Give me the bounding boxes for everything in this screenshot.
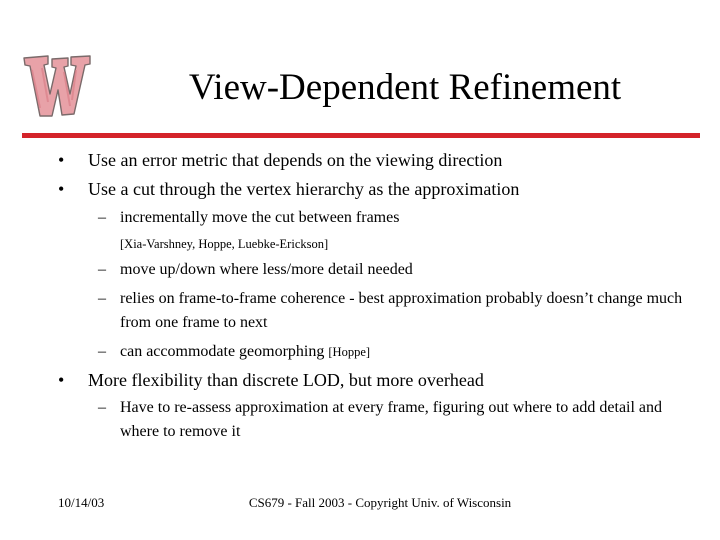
citation: [Hoppe] xyxy=(328,345,371,359)
slide-title: View-Dependent Refinement xyxy=(188,67,622,108)
dash-icon: – xyxy=(98,261,106,278)
bullet-icon: • xyxy=(58,150,65,170)
sub-bullet-text: relies on frame-to-frame coherence - best approximation probably doesn’t change much from one frame to next xyxy=(120,290,683,331)
dash-icon: – xyxy=(98,290,106,307)
wisconsin-w-logo-icon xyxy=(18,50,94,122)
citation: [Xia-Varshney, Hoppe, Luebke-Erickson] xyxy=(120,237,329,251)
sub-bullet-text: can accommodate geomorphing xyxy=(120,343,325,360)
bullet-text: More flexibility than discrete LOD, but more overhead xyxy=(88,370,484,390)
dash-icon: – xyxy=(98,343,106,360)
sub-bullet-text: move up/down where less/more detail needed xyxy=(120,261,413,278)
dash-icon: – xyxy=(98,399,106,416)
bullet-text: Use a cut through the vertex hierarchy as the approximation xyxy=(88,179,520,199)
bullet-text: Use an error metric that depends on the viewing direction xyxy=(88,150,503,170)
title-divider xyxy=(22,133,700,138)
sub-bullet-text-wrap xyxy=(120,340,690,364)
footer-copyright: CS679 - Fall 2003 - Copyright Univ. of Wisconsin xyxy=(248,495,512,510)
sub-bullet-text: Have to re-assess approximation at every frame, figuring out where to add detail and where to remove it xyxy=(120,399,663,440)
sub-bullet-text: incrementally move the cut between frames xyxy=(120,209,400,226)
footer-date: 10/14/03 xyxy=(58,495,105,510)
dash-icon: – xyxy=(98,209,106,226)
bullet-icon: • xyxy=(58,370,65,390)
bullet-icon: • xyxy=(58,179,65,199)
